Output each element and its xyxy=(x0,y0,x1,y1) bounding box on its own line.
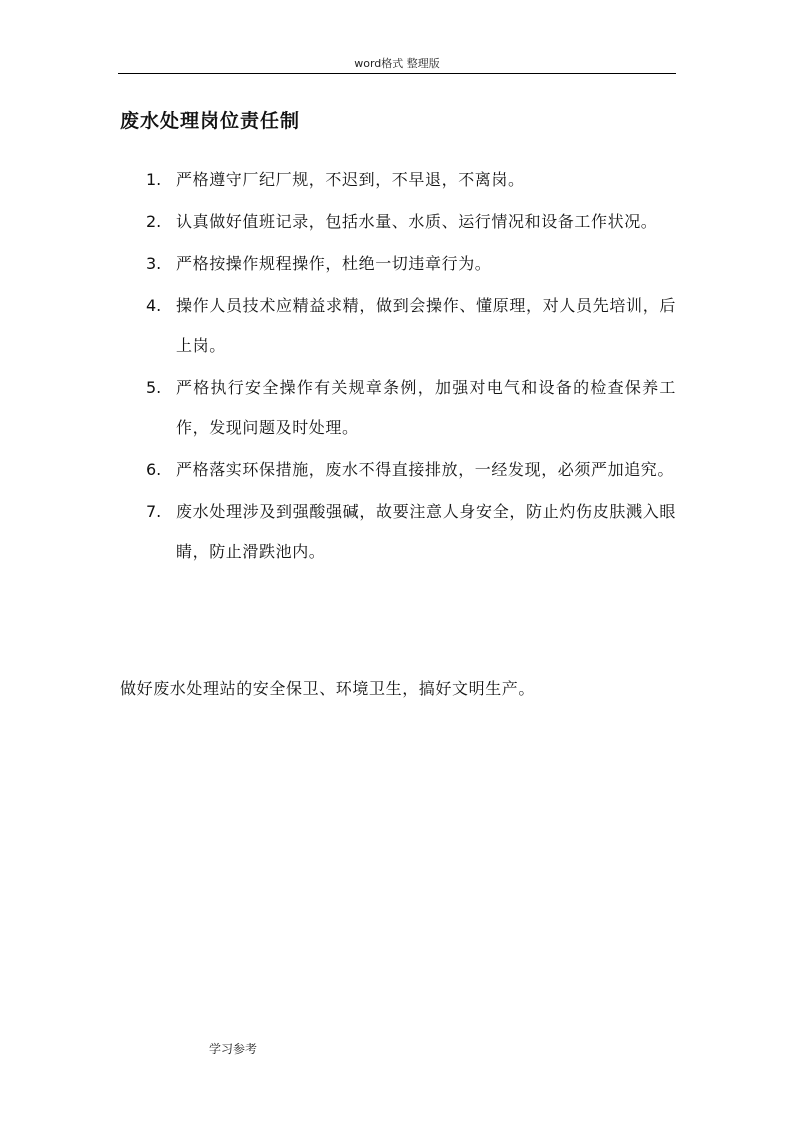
list-item-number: 5. xyxy=(146,378,162,397)
list-item xyxy=(146,492,676,572)
list-item-text: 严格落实环保措施，废水不得直接排放，一经发现，必须严加追究。 xyxy=(176,460,675,479)
list-item xyxy=(146,286,676,366)
list-item-text: 操作人员技术应精益求精，做到会操作、懂原理，对人员先培训，后上岗。 xyxy=(176,296,676,355)
list-item-text: 废水处理涉及到强酸强碱，故要注意人身安全，防止灼伤皮肤溅入眼睛，防止滑跌池内。 xyxy=(176,502,676,561)
list-item xyxy=(146,202,676,242)
document-title: 废水处理岗位责任制 xyxy=(120,110,301,132)
list-item-number: 1. xyxy=(146,170,162,189)
list-item-text: 严格遵守厂纪厂规，不迟到，不早退，不离岗。 xyxy=(176,170,525,189)
list-item xyxy=(146,368,676,448)
page-footer: 学习参考 xyxy=(209,1042,258,1056)
list-item-text: 严格按操作规程操作，杜绝一切违章行为。 xyxy=(176,254,492,273)
list-item xyxy=(146,244,676,284)
list-item-number: 7. xyxy=(146,502,162,521)
list-item xyxy=(146,160,676,200)
list-item-number: 3. xyxy=(146,254,162,273)
page-header: word格式 整理版 xyxy=(354,57,440,70)
list-item-text: 严格执行安全操作有关规章条例，加强对电气和设备的检查保养工作，发现问题及时处理。 xyxy=(176,378,676,437)
list-item-number: 6. xyxy=(146,460,162,479)
list-item-number: 2. xyxy=(146,212,162,231)
closing-paragraph: 做好废水处理站的安全保卫、环境卫生，搞好文明生产。 xyxy=(120,679,536,698)
list-item-number: 4. xyxy=(146,296,162,315)
list-item-text: 认真做好值班记录，包括水量、水质、运行情况和设备工作状况。 xyxy=(176,212,658,231)
list-item xyxy=(146,450,676,490)
header-rule xyxy=(118,73,676,74)
duty-list xyxy=(146,160,676,574)
